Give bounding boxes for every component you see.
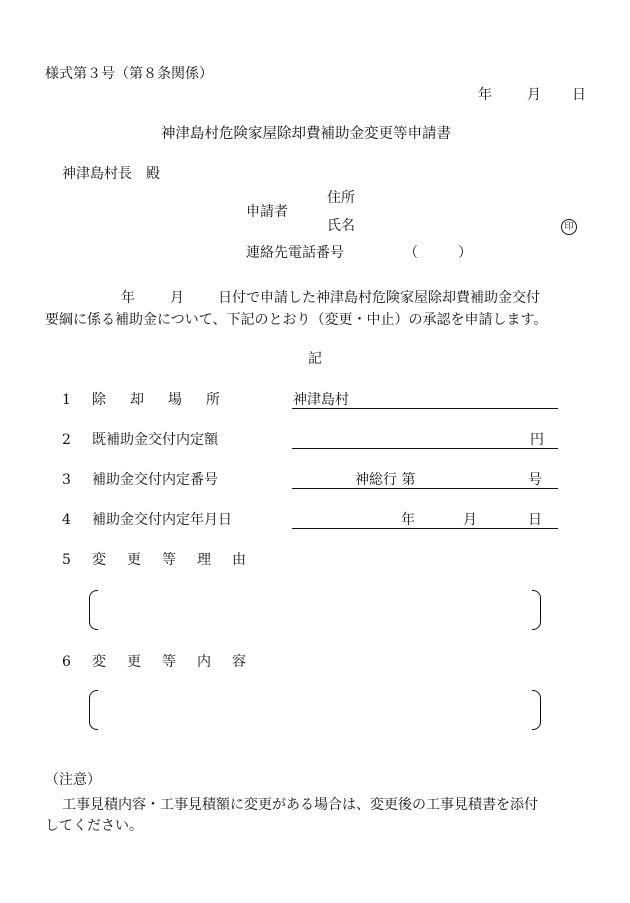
item-2-field[interactable] [292,430,558,449]
page-title: 神津島村危険家屋除却費補助金変更等申請書 [161,126,451,142]
item-1-label [92,393,274,407]
item-3-prefix: 神総行 第 [355,472,416,488]
note-line2: してください。 [45,818,143,834]
item-4-day: 日 [528,512,542,528]
item-2-unit: 円 [530,432,544,448]
item-1-field[interactable] [292,390,558,409]
item-5-input-area[interactable] [100,592,528,626]
date-year: 年 [478,87,492,103]
item-5-label: 変更等理由 [92,552,267,568]
body-line1: 日付で申請した神津島村危険家屋除却費補助金交付 [218,290,540,306]
phone-paren-close: ） [458,245,472,261]
item-1-value: 神津島村 [293,392,349,408]
item-6-number: 6 [62,654,71,670]
note-heading: （注意） [45,772,101,788]
note-line1: 工事見積内容・工事見積額に変更がある場合は、変更後の工事見積書を添付 [62,797,538,813]
item-4-label: 補助金交付内定年月日 [92,512,232,528]
body-line2: 要綱に係る補助金について、下記のとおり（変更・中止）の承認を申請します。 [45,312,548,328]
body-month: 月 [170,290,184,306]
item-6-input-area[interactable] [100,692,528,726]
item-5-bracket-left [89,590,98,630]
item-3-field[interactable] [292,470,558,489]
item-4-year: 年 [401,512,415,528]
item-1-number: 1 [62,392,71,408]
item-3-number: 3 [62,472,71,488]
item-2-label: 既補助金交付内定額 [92,432,218,448]
body-year: 年 [121,290,135,306]
address-label: 住所 [327,190,355,206]
item-4-month: 月 [463,512,477,528]
item-6-label: 変更等内容 [92,654,267,670]
item-6-bracket-right [532,690,541,730]
item-3-label: 補助金交付内定番号 [92,472,218,488]
item-5-number: 5 [62,552,71,568]
item-4-number: 4 [62,512,71,528]
item-5-bracket-right [532,590,541,630]
seal-mark: 印 [561,219,577,235]
date-day: 日 [572,87,586,103]
name-label: 氏名 [327,218,355,234]
form-number: 様式第３号（第８条関係） [45,66,213,82]
date-month: 月 [527,87,541,103]
item-6-bracket-left [89,690,98,730]
item-2-number: 2 [62,432,71,448]
item-1-label-text: 除却場所 [92,392,244,408]
addressee: 神津島村長 殿 [62,166,160,182]
item-3-suffix: 号 [528,472,542,488]
item-4-field[interactable] [292,510,558,529]
ki-heading: 記 [308,351,322,367]
applicant-label: 申請者 [246,204,288,220]
phone-label: 連絡先電話番号 [246,245,344,261]
phone-paren-open: （ [404,245,418,261]
